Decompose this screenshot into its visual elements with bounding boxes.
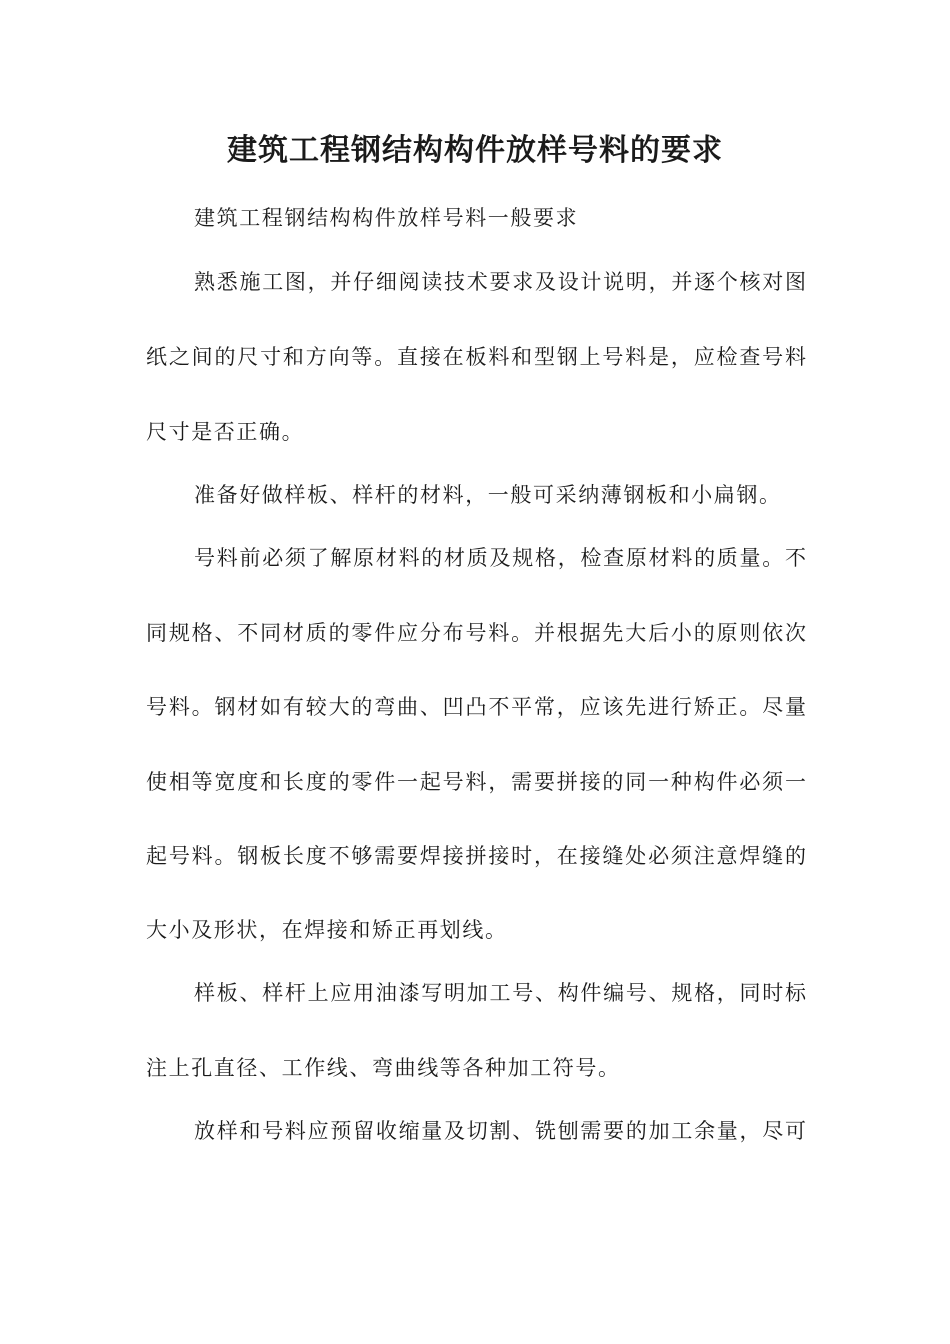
paragraph-line: 同规格、不同材质的零件应分布号料。并根据先大后小的原则依次 [146,621,806,645]
paragraph-line: 大小及形状，在焊接和矫正再划线。 [146,918,508,942]
paragraph-line: 熟悉施工图，并仔细阅读技术要求及设计说明，并逐个核对图 [194,270,806,294]
paragraph-line: 样板、样杆上应用油漆写明加工号、构件编号、规格，同时标 [194,981,806,1005]
paragraph-line: 准备好做样板、样杆的材料，一般可采纳薄钢板和小扁钢。 [194,483,782,507]
paragraph-line: 使相等宽度和长度的零件一起号料，需要拼接的同一种构件必须一 [146,770,806,794]
paragraph-line: 注上孔直径、工作线、弯曲线等各种加工符号。 [146,1056,621,1080]
paragraph-line: 号料前必须了解原材料的材质及规格，检查原材料的质量。不 [194,546,806,570]
paragraph-line: 尺寸是否正确。 [146,420,305,444]
paragraph-line: 放样和号料应预留收缩量及切割、铣刨需要的加工余量，尽可 [194,1119,806,1143]
paragraph-line: 起号料。钢板长度不够需要焊接拼接时，在接缝处必须注意焊缝的 [146,844,806,868]
paragraph-line: 纸之间的尺寸和方向等。直接在板料和型钢上号料是，应检查号料 [146,345,806,369]
document-title: 建筑工程钢结构构件放样号料的要求 [227,133,723,168]
section-heading: 建筑工程钢结构构件放样号料一般要求 [194,206,579,230]
paragraph-line: 号料。钢材如有较大的弯曲、凹凸不平常，应该先进行矫正。尽量 [146,695,806,719]
